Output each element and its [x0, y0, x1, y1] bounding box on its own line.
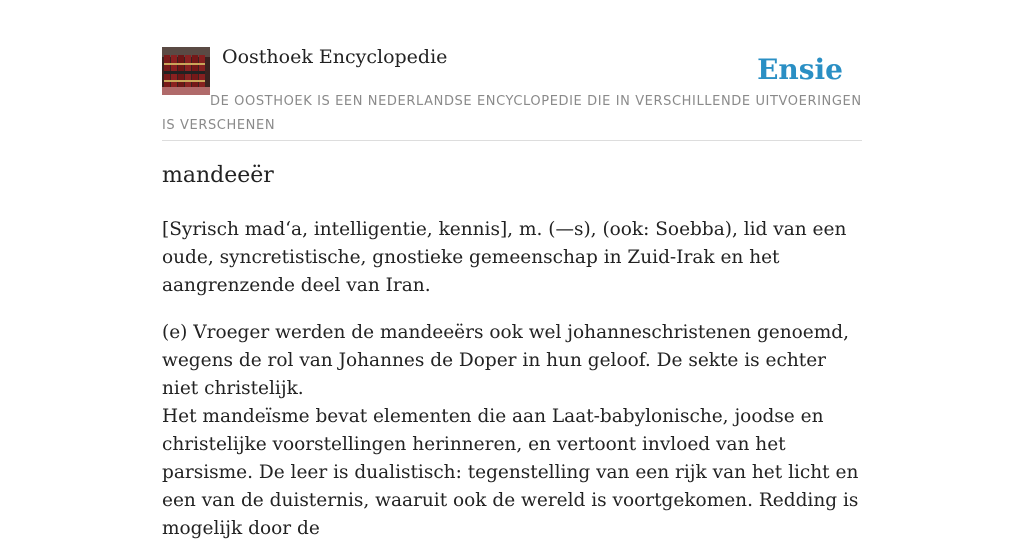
page-container [162, 0, 862, 539]
entry-paragraph: (e) Vroeger werden de mandeeërs ook wel johanneschristenen genoemd, wegens de rol van Johannes de Doper in hun geloof. De sekte is echter niet christelijk. [162, 322, 850, 399]
site-tagline: DE OOSTHOEK IS EEN NEDERLANDSE ENCYCLOPEDIE DIE IN VERSCHILLENDE UITVOERINGEN IS VERSCHENEN [162, 94, 862, 133]
site-title[interactable]: Oosthoek Encyclopedie [222, 46, 448, 68]
site-avatar[interactable] [162, 47, 210, 95]
entry-title: mandeeër [162, 163, 274, 188]
site-header [162, 0, 862, 141]
entry-paragraph: Het mandeïsme bevat elementen die aan Laat-babylonische, joodse en christelijke voorstellingen herinneren, en vertoont invloed van het parsisme. De leer is dualistisch: tegenstelling van een rijk van het licht en een van de duisternis, waaruit ook de wereld is voortgekomen. Redding is mogelijk door de [162, 406, 859, 539]
brand-logo[interactable]: Ensie [757, 53, 843, 86]
encyclopedia-books-icon [162, 47, 210, 95]
entry-paragraph: [Syrisch mad‘a, intelligentie, kennis], m. (—s), (ook: Soebba), lid van een oude, syncretistische, gnostieke gemeenschap in Zuid-Irak en het aangrenzende deel van Iran. [162, 219, 847, 296]
